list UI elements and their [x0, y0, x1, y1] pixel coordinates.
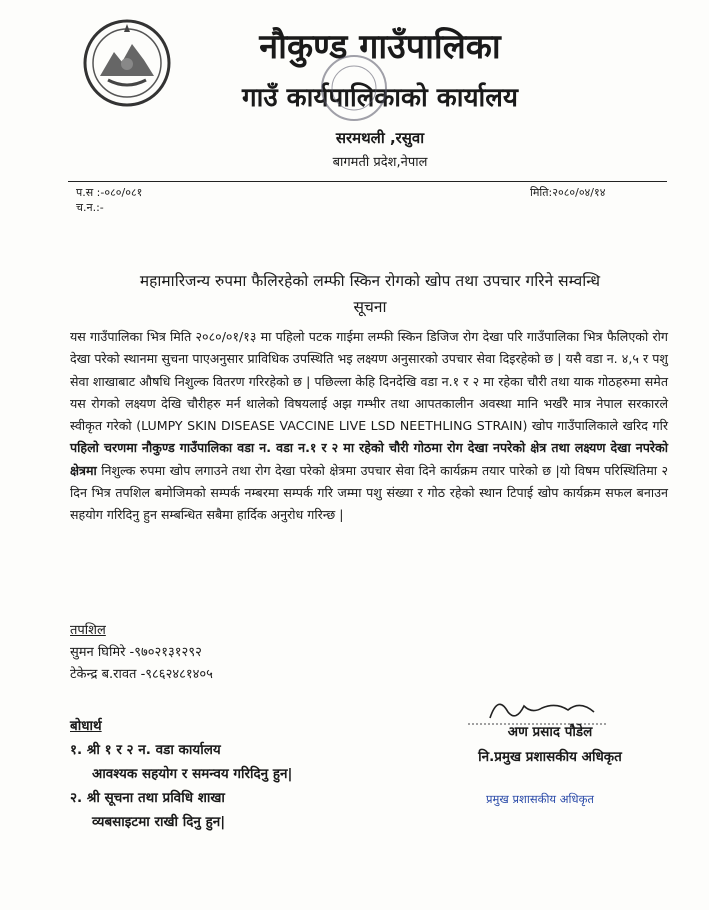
bodharth-line: आवश्यक सहयोग र समन्वय गरिदिनु हुन| [92, 766, 293, 782]
office-name: गाउँ कार्यपालिकाको कार्यालय [242, 83, 518, 113]
body-part-2: निशुल्क रुपमा खोप लगाउने तथा रोग देखा परेको क्षेत्रमा उपचार सेवा दिने कार्यक्रम तयार पारेको छ |यो विषम परिस्थितिमा २ दिन भित्र तपशिल बमोजिमको सम्पर्क नम्बरमा सम्पर्क गरि जम्मा पशु संख्या र गोठ रहेको स्थान टिपाई खोप कार्यक्रम सफल बनाउन सहयोग गरिदिनु हुन सम्बन्धित सबैमा हार्दिक अनुरोध गरिन्छ | [70, 462, 668, 523]
contact-item: सुमन घिमिरे -९७०२१३१२९२ [70, 645, 202, 660]
office-province: बागमती प्रदेश,नेपाल [332, 155, 428, 170]
notice-body [70, 326, 668, 527]
chalani-number: च.न.:- [76, 201, 104, 214]
office-location: सरमथली ,रसुवा [335, 129, 425, 147]
bodharth-line: २. श्री सूचना तथा प्रविधि शाखा [70, 790, 225, 806]
body-bold-text: पहिलो चरणमा नौकुण्ड गाउँपालिका वडा न. वडा न.१ र २ मा रहेको चौरी गोठमा रोग देखा नपरेको क्षेत्र तथा लक्ष्यण देखा नपरेको क्षेत्रमा [70, 440, 668, 478]
signer-title: नि.प्रमुख प्रशासकीय अधिकृत [478, 749, 622, 765]
notice-heading: सूचना [353, 298, 387, 316]
patra-sankhya: प.स :-०८०/०८१ [76, 186, 143, 199]
bodharth-heading: बोधार्थ [70, 718, 102, 734]
signer-stamp: प्रमुख प्रशासकीय अधिकृत [486, 792, 594, 806]
contact-item: टेकेन्द्र ब.रावत -९८६२४८१४०५ [70, 667, 213, 682]
bodharth-section [70, 714, 292, 834]
bodharth-line: व्यबसाइटमा राखी दिनु हुन| [92, 814, 226, 830]
bodharth-line: १. श्री १ र २ न. वडा कार्यालय [70, 742, 221, 758]
office-seal-icon [318, 52, 390, 124]
org-name: नौकुण्ड गाउँपालिका [259, 27, 501, 67]
body-part-1: यस गाउँपालिका भित्र मिति २०८०/०१/१३ मा पहिलो पटक गाईमा लम्फी स्किन डिजिज रोग देखा परि गाउँपालिका भित्र फैलिएको रोग देखा परेको स्थानमा सुचना पाएअनुसार प्राविधिक उपस्थिति भइ लक्ष्यण अनुसारको उपचार सेवा दिइरहेको छ | यसै वडा न. ४,५ र पशु सेवा शाखाबाट औषधि निशुल्क वितरण गरिरहेको छ | पछिल्ला केहि दिनदेखि वडा न.१ र २ मा रहेका चौरी तथा याक गोठहरुमा समेत यस रोगको लक्ष्यण देखि चौरीहरु मर्न थालेको विषयलाई अझ गम्भीर तथा आपतकालीन अवस्था मानि भर्खरै मात्र नेपाल सरकारले स्वीकृत गरेको (LUMPY SKIN DISEASE VACCINE LIVE LSD NEETHLING STRAIN) खोप गाउँपालिकाले खरिद गरि [70, 329, 668, 434]
subject-line: महामारिजन्य रुपमा फैलिरहेको लम्फी स्किन रोगको खोप तथा उपचार गरिने सम्वन्धि [139, 272, 601, 290]
subject [70, 268, 670, 320]
tapashil-heading: तपशिल [70, 623, 106, 638]
signer-name: अण प्रसाद पौडेल [507, 724, 593, 740]
letter-date: मिति:२०८०/०४/१४ [530, 186, 606, 199]
header-divider [68, 181, 667, 182]
tapashil-section [70, 620, 213, 686]
